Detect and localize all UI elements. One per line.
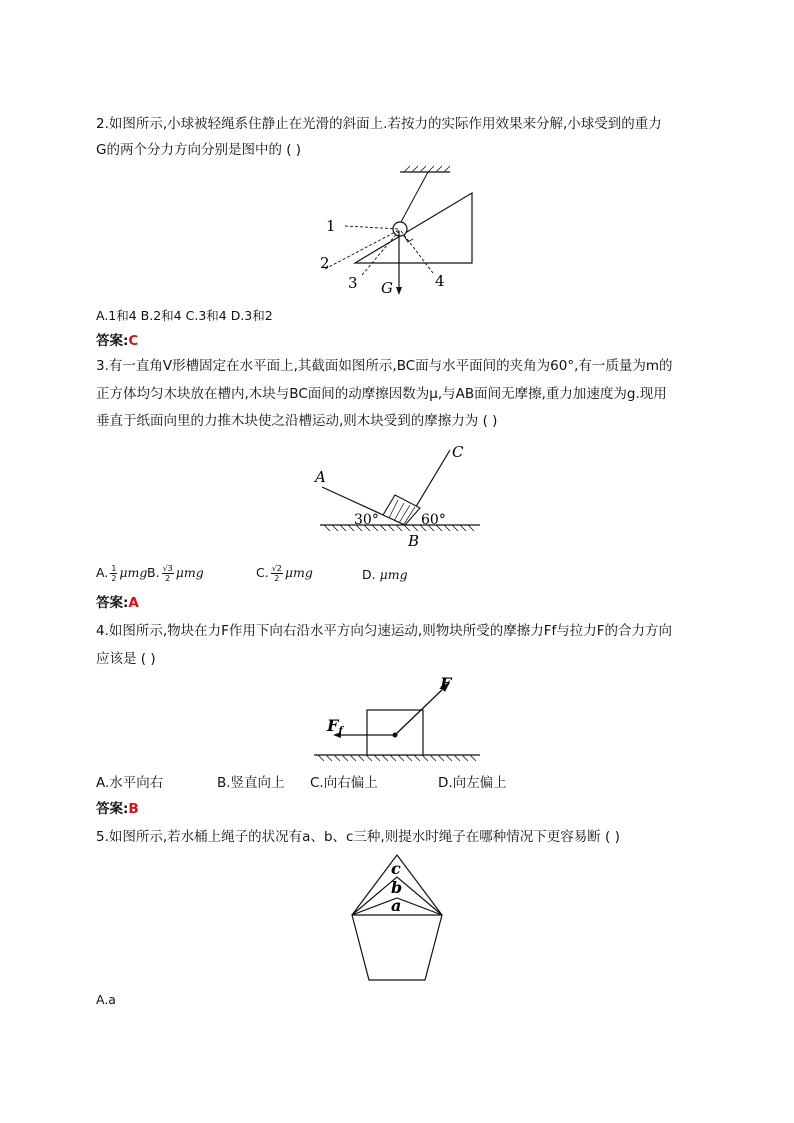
q2-incline-figure — [300, 165, 500, 300]
q3-option-b: B. $\frac{√3}{2}$ μmg — [147, 564, 204, 583]
label-b: b — [391, 878, 403, 897]
label-b: B — [408, 532, 420, 550]
label-f: F — [440, 674, 452, 693]
q5-bucket-figure — [345, 852, 450, 984]
label-c: C — [452, 443, 464, 461]
q3-stem-line2: 正方体均匀木块放在槽内,木块与BC面间的动摩擦因数为μ,与AB面间无摩擦,重力加速度为g.现用 — [96, 386, 667, 402]
q2-stem-line1: 2.如图所示,小球被轻绳系住静止在光滑的斜面上.若按力的实际作用效果来分解,小球受到的重力 — [96, 116, 662, 132]
ceiling-hatch — [404, 166, 450, 172]
q3-vgroove-figure — [310, 442, 490, 552]
label-3: 3 — [348, 274, 358, 292]
q3-answer-value: A — [128, 595, 139, 611]
string — [401, 172, 428, 222]
q4-block-figure — [312, 672, 482, 767]
q3-answer: 答案:A — [96, 595, 139, 611]
label-a: A — [315, 468, 326, 486]
q4-answer: 答案:B — [96, 801, 139, 817]
bucket — [352, 915, 442, 980]
dash-1 — [345, 226, 399, 229]
label-60deg: 60° — [421, 512, 446, 528]
label-ff: Ff — [327, 716, 343, 737]
q3-option-a-num: 1 — [111, 564, 117, 573]
label-2: 2 — [320, 254, 330, 272]
label-c: c — [391, 859, 401, 878]
q2-options: A.1和4 B.2和4 C.3和4 D.3和2 — [96, 308, 273, 323]
block — [383, 495, 420, 525]
q2-stem-line2: G的两个分力方向分别是图中的 ( ) — [96, 142, 302, 158]
q4-option-a: A.水平向右 — [96, 775, 164, 791]
q3-option-d: D. μmg — [362, 567, 408, 582]
label-30deg: 30° — [354, 512, 379, 528]
q3-stem-line1: 3.有一直角V形槽固定在水平面上,其截面如图所示,BC面与水平面间的夹角为60°,有一质量为m的 — [96, 358, 673, 374]
q4-option-d: D.向左偏上 — [438, 775, 507, 791]
q4-option-b: B.竖直向上 — [217, 775, 285, 791]
q4-stem-line1: 4.如图所示,物块在力F作用下向右沿水平方向匀速运动,则物块所受的摩擦力Ff与拉力F的合力方向 — [96, 623, 673, 639]
q3-stem-line3: 垂直于纸面向里的力推木块使之沿槽运动,则木块受到的摩擦力为 ( ) — [96, 413, 498, 429]
dash-3 — [362, 231, 399, 275]
label-g: G — [381, 279, 393, 297]
dash-4 — [401, 231, 433, 273]
label-a: a — [391, 896, 402, 915]
q4-answer-value: B — [128, 801, 139, 817]
gravity-arrowhead — [396, 287, 402, 295]
label-1: 1 — [326, 217, 336, 235]
q2-answer: 答案:C — [96, 333, 139, 349]
ground-hatch — [318, 755, 476, 761]
q2-answer-value: C — [128, 333, 139, 349]
q3-option-c-den: 2 — [274, 574, 280, 583]
q4-option-c: C.向右偏上 — [310, 775, 378, 791]
q3-option-c: C. $\frac{√2}{2}$ μmg — [256, 564, 313, 583]
q3-option-b-den: 2 — [165, 574, 171, 583]
q5-stem-line1: 5.如图所示,若水桶上绳子的状况有a、b、c三种,则提水时绳子在哪种情况下更容易断 ( ) — [96, 829, 620, 845]
ground-hatch — [324, 525, 474, 531]
q5-option-a: A.a — [96, 992, 116, 1007]
q3-option-a-den: 2 — [111, 574, 117, 583]
q3-option-c-num: √2 — [271, 564, 282, 573]
incline — [355, 193, 472, 263]
q4-stem-line2: 应该是 ( ) — [96, 651, 156, 667]
label-4: 4 — [435, 272, 445, 290]
q3-option-b-num: √3 — [162, 564, 173, 573]
q3-option-a: A. $\frac{1}{2}$ μmg — [96, 564, 148, 583]
